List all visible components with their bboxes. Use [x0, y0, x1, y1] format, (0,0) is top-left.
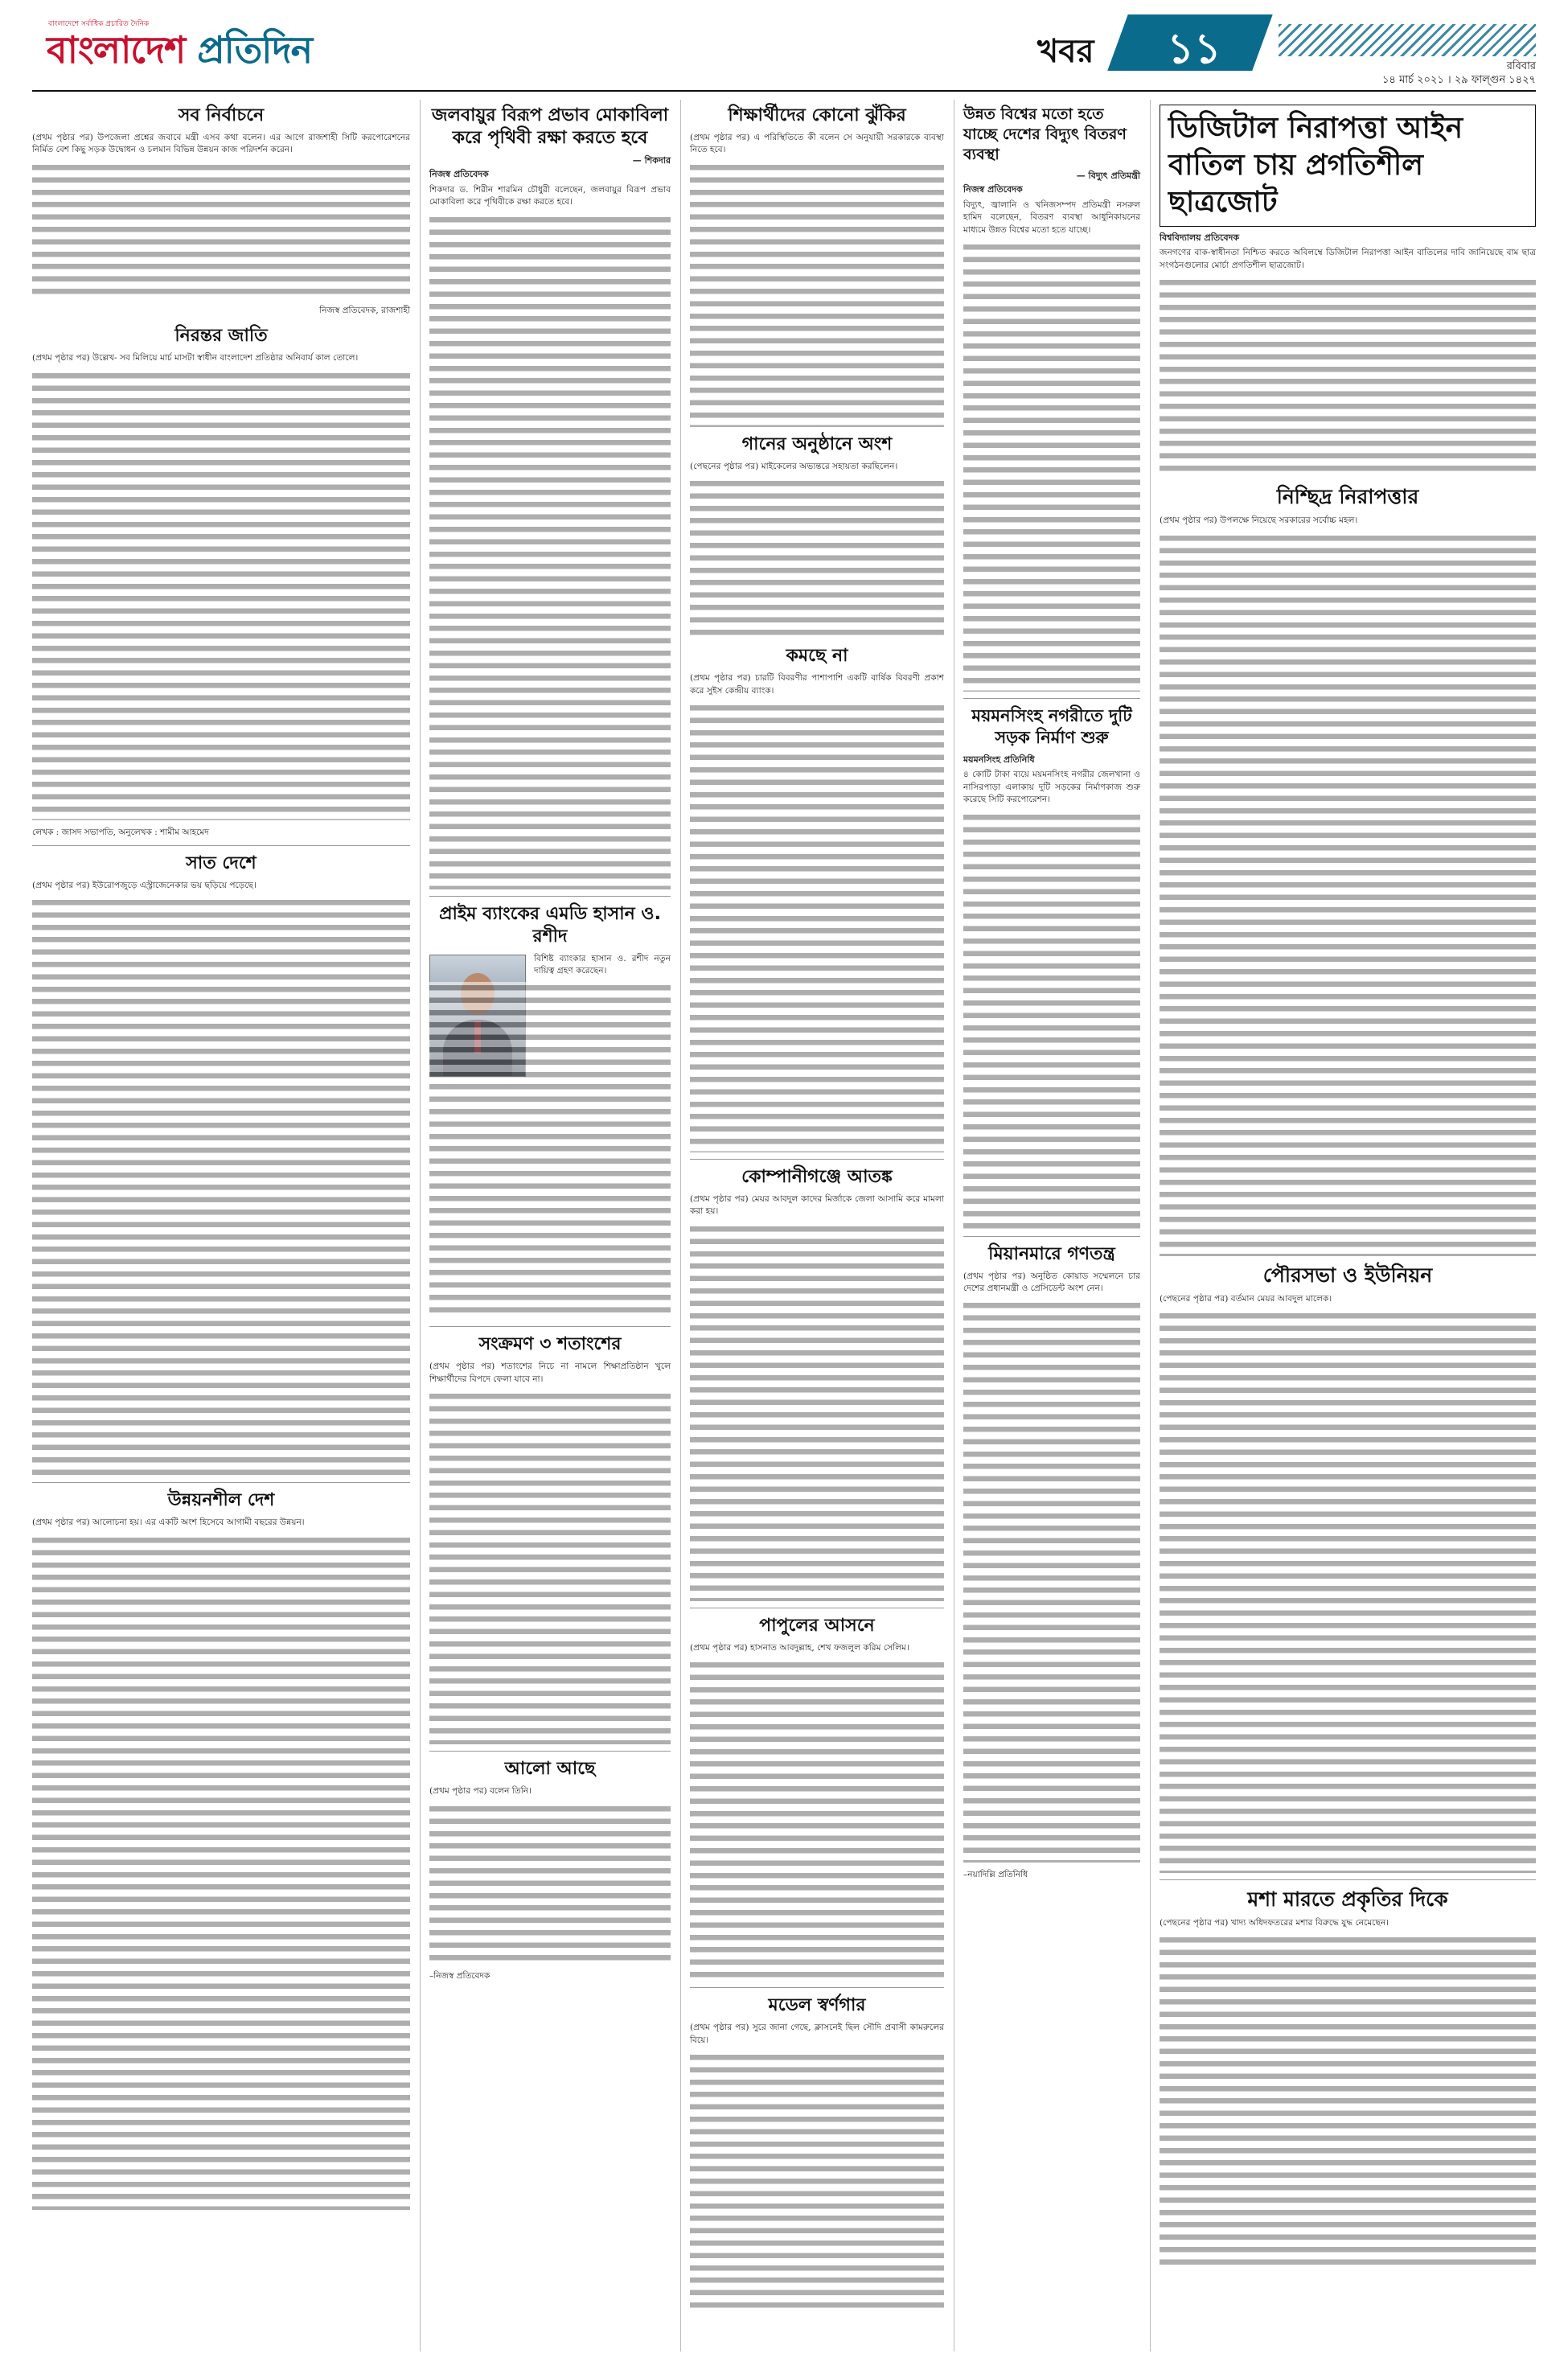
body-text-block — [690, 478, 944, 639]
dateline — [1382, 60, 1536, 87]
article-body: (প্রথম পৃষ্ঠার পর) শতাংশের নিচে না নামলে শিক্ষাপ্রতিষ্ঠান খুলে শিক্ষার্থীদের বিপদে ফেলা যাবে না। — [429, 1362, 671, 1384]
column-2 — [429, 100, 671, 1990]
article-sat-deshe — [32, 852, 410, 1476]
body-text-block — [429, 1803, 671, 1964]
divider — [32, 845, 410, 846]
headline: মিয়ানমারে গণতন্ত্র — [988, 1243, 1115, 1264]
body-text-block — [690, 1223, 944, 1601]
article-signoff: –নয়াদিল্লি প্রতিনিধি — [963, 1870, 1028, 1880]
body-text-block — [429, 982, 671, 1320]
article-nirontor-jati — [32, 325, 410, 839]
column-divider — [420, 100, 421, 2351]
body-text-block — [963, 1300, 1140, 1863]
column-1 — [32, 100, 410, 2216]
article-mymensingh — [963, 705, 1140, 1230]
section-label: খবর — [1037, 33, 1094, 70]
article-unnoyonshil-desh — [32, 1489, 410, 2209]
article-body: (পেছনের পৃষ্ঠার পর) বর্তমান মেয়র আবদুল মালেক। — [1160, 1293, 1332, 1304]
article-body: (প্রথম পৃষ্ঠার পর) সুরে জানা গেছে, ক্লাসনেই ছিল সৌদি প্রবাসী কামরুলের বিয়ে। — [690, 2023, 944, 2045]
article-body: (প্রথম পৃষ্ঠার পর) মেয়র আবদুল কাদের মির্জাকে জেলা আসামি করে মামলা করা হয়। — [690, 1194, 944, 1217]
article-body: (পেছনের পৃষ্ঠার পর) মাইকেলের অভ্যন্তরে সহায়তা করছিলেন। — [690, 461, 898, 471]
byline: বিশ্ববিদ্যালয় প্রতিবেদক — [1160, 232, 1240, 243]
article-body: (প্রথম পৃষ্ঠার পর) উল্লেখ- সব মিলিয়ে মার্চ মাসটা স্বাধীন বাংলাদেশ প্রতিষ্ঠার অনিবার্য কাল তোলে। — [32, 353, 359, 363]
article-body: (প্রথম পৃষ্ঠার পর) আলোচনা হয়। এর একটি অংশ হিসেবে আগামী বছরের উন্নয়ন। — [32, 1518, 305, 1528]
logo-first-word: বাংলাদেশ — [47, 28, 198, 72]
body-text-block — [690, 162, 944, 427]
article-body: (প্রথম পৃষ্ঠার পর) এ পরিস্থিতিতে কী বলেন সে অনুযায়ী সরকারকে ব্যবস্থা নিতে হবে। — [690, 133, 944, 155]
article-body: বিদ্যুৎ, জ্বালানি ও খনিজসম্পদ প্রতিমন্ত্রী নসরুল হামিদ বলেছেন, বিতরণ ব্যবস্থা আধুনিকায়নের মাধ্যমে উন্নত বিশ্বের মতো হতে যাচ্ছে। — [963, 199, 1140, 235]
article-shikkharthi — [690, 105, 944, 427]
decorative-hatch — [1279, 24, 1536, 56]
column-3 — [690, 100, 944, 2315]
divider — [429, 1326, 671, 1327]
logo-second-word: প্রতিদিন — [197, 28, 313, 72]
byline: নিজস্ব প্রতিবেদক — [429, 169, 489, 180]
headline: মডেল স্বর্ণগার — [768, 1995, 866, 2016]
column-5 — [1160, 100, 1536, 2278]
article-body: বিশিষ্ট ব্যাংকার হাসান ও. রশীদ নতুন দায়িত্ব গ্রহণ করেছেন। — [534, 953, 671, 976]
article-digital-nirapotta — [1160, 105, 1536, 478]
divider — [429, 1751, 671, 1752]
article-body: (প্রথম পৃষ্ঠার পর) উপজেলা প্রশ্নের জবাবে মন্ত্রী এসব কথা বলেন। এর আগে রাজশাহী সিটি করপোরেশনের নির্মিত বেশ কিছু সড়ক উদ্বোধন ও চলমান বিভিন্ন উন্নয়ন কাজ পরিদর্শন করেন। — [32, 133, 410, 155]
column-divider — [1150, 100, 1151, 2351]
article-body: জনগণের বাক-স্বাধীনতা নিশ্চিত করতে অবিলম্বে ডিজিটাল নিরাপত্তা আইন বাতিলের দাবি জানিয়েছে বাম ছাত্র সংগঠনগুলোর মোর্চা প্রগতিশীল ছাত্রজোট। — [1160, 248, 1536, 270]
article-komche-na — [690, 645, 944, 1152]
article-companiganj — [690, 1166, 944, 1601]
headline: সাত দেশে — [186, 853, 257, 874]
headline: আলো আছে — [504, 1759, 596, 1780]
byline: ময়মনসিংহ প্রতিনিধি — [963, 754, 1035, 766]
article-body: (প্রথম পৃষ্ঠার পর) বলেন তিনি। — [429, 1786, 532, 1797]
body-text-block — [690, 2052, 944, 2309]
article-papuler — [690, 1615, 944, 1981]
article-alo-ache — [429, 1758, 671, 1982]
headline: প্রাইম ব্যাংকের এমডি হাসান ও. রশীদ — [439, 903, 661, 947]
headline: মশা মারতে প্রকৃতির দিকে — [1247, 1887, 1448, 1912]
body-text-block — [690, 702, 944, 1152]
column-4 — [963, 100, 1140, 1890]
headline: ময়মনসিংহ নগরীতে দুটি সড়ক নির্মাণ শুরু — [971, 706, 1132, 748]
headline: উন্নত বিশ্বের মতো হতে যাচ্ছে দেশের বিদ্যুৎ বিতরণ ব্যবস্থা — [963, 105, 1127, 163]
divider — [690, 1159, 944, 1160]
body-text-block — [32, 1534, 410, 2210]
article-signoff: –নিজস্ব প্রতিবেদক — [429, 1970, 491, 1981]
body-text-block — [963, 811, 1140, 1230]
subhead: — বিদ্যুৎ প্রতিমন্ত্রী — [1076, 170, 1140, 181]
headline: পাপুলের আসনে — [759, 1615, 875, 1636]
headline: সব নির্বাচনে — [178, 105, 265, 125]
divider — [32, 1482, 410, 1483]
headline: কমছে না — [786, 646, 848, 667]
article-myanmar — [963, 1243, 1140, 1882]
article-songkromon — [429, 1333, 671, 1744]
headline: উন্নয়নশীল দেশ — [167, 1490, 275, 1511]
divider — [963, 698, 1140, 699]
headline: জলবায়ুর বিরূপ প্রভাব মোকাবিলা করে পৃথিবী রক্ষা করতে হবে — [431, 105, 669, 148]
article-pourasova — [1160, 1263, 1536, 1873]
body-text-block — [1160, 1934, 1536, 2272]
weekday: রবিবার — [1506, 60, 1536, 72]
article-credit: লেখক : জাসদ সভাপতি, অনুলেখক : শামীম আহমেদ — [32, 827, 209, 837]
article-sob-nirbachone — [32, 105, 410, 317]
article-model-sornogar — [690, 1994, 944, 2309]
headline: শিক্ষার্থীদের কোনো ঝুঁকির — [728, 105, 906, 125]
article-body: (প্রথম পৃষ্ঠার পর) ইউরোপজুড়ে এস্ট্রাজেনেকার ভয় ছড়িয়ে পড়েছে। — [32, 881, 257, 891]
body-text-block — [690, 1659, 944, 1981]
subhead: — শিকদার — [632, 155, 671, 166]
article-body: (প্রথম পৃষ্ঠার পর) উপলক্ষে নিয়েছে সরকারের সর্বোচ্চ মহল। — [1160, 515, 1358, 526]
article-mosha — [1160, 1887, 1536, 2272]
headline: নিরন্তর জাতি — [174, 326, 268, 347]
body-text-block — [32, 370, 410, 820]
date: ১৪ মার্চ ২০২১ । ২৯ ফাল্গুন ১৪২৭ — [1381, 74, 1536, 86]
divider — [963, 1236, 1140, 1237]
article-nishchhidro — [1160, 484, 1536, 1255]
headline: গানের অনুষ্ঠানে অংশ — [741, 433, 893, 454]
article-jolobayu — [429, 105, 671, 889]
article-body: ৪ কোটি টাকা ব্যয়ে ময়মনসিংহ নগরীর জেলখানা ও নাসিরপাড়া এলাকায় দুটি সড়কের নির্মাণকাজ শুরু করেছে সিটি করপোরেশন। — [963, 770, 1140, 805]
body-text-block — [963, 241, 1140, 692]
headline: সংক্রমণ ৩ শতাংশের — [478, 1334, 622, 1355]
body-text-block — [1160, 532, 1536, 1256]
article-signoff: নিজস্ব প্রতিবেদক, রাজশাহী — [319, 305, 410, 315]
newspaper-logo — [47, 23, 312, 84]
article-body: (পেছনের পৃষ্ঠার পর) খাদ্য অধিদফতরের মশার বিরুদ্ধে যুদ্ধ নেমেছেন। — [1160, 1918, 1389, 1928]
page-number: ১১ — [1167, 25, 1221, 73]
divider — [1160, 1879, 1536, 1880]
masthead — [0, 0, 1568, 97]
body-text-block — [1160, 1310, 1536, 1873]
article-body: শিকদার ড. শিরীন শারমিন চৌধুরী বলেছেন, জলবায়ুর বিরূপ প্রভাব মোকাবিলা করে পৃথিবীকে রক্ষা করতে হবে। — [429, 184, 671, 207]
article-unnoto-bishwer — [963, 105, 1140, 692]
article-body: (প্রথম পৃষ্ঠার পর) চারটি বিবরণীর পাশাপাশি একটি বার্ষিক বিবরণী প্রকাশ করে সুইস কেন্দ্রীয় ব্যাংক। — [690, 673, 944, 696]
divider — [429, 896, 671, 897]
headline: কোম্পানীগঞ্জে আতঙ্ক — [741, 1167, 893, 1188]
divider — [690, 1987, 944, 1988]
article-prime-bank — [429, 903, 671, 1320]
article-body: (প্রথম পৃষ্ঠার পর) হাসনাত আবদুল্লাহ, শেখ ফজলুল করিম সেলিম। — [690, 1642, 909, 1653]
body-text-block — [429, 214, 671, 889]
body-text-block — [1160, 277, 1536, 478]
masthead-tagline: বাংলাদেশে সর্বাধিক প্রচারিত দৈনিক — [48, 20, 150, 28]
byline: নিজস্ব প্রতিবেদক — [963, 184, 1023, 195]
column-divider — [680, 100, 681, 2351]
article-ganer-onushthan — [690, 433, 944, 639]
body-text-block — [429, 1390, 671, 1744]
headline: ডিজিটাল নিরাপত্তা আইন বাতিল চায় প্রগতিশীল ছাত্রজোট — [1160, 105, 1536, 227]
body-text-block — [32, 897, 410, 1476]
headline: নিশ্ছিদ্র নিরাপত্তার — [1276, 485, 1419, 509]
body-text-block — [32, 162, 410, 298]
article-body: (প্রথম পৃষ্ঠার পর) অনুষ্ঠিত কোয়াড সম্মেলনে চার দেশের প্রধানমন্ত্রী ও প্রেসিডেন্ট অংশ নেন। — [963, 1271, 1140, 1294]
headline: পৌরসভা ও ইউনিয়ন — [1262, 1263, 1433, 1287]
masthead-rule — [32, 90, 1536, 92]
